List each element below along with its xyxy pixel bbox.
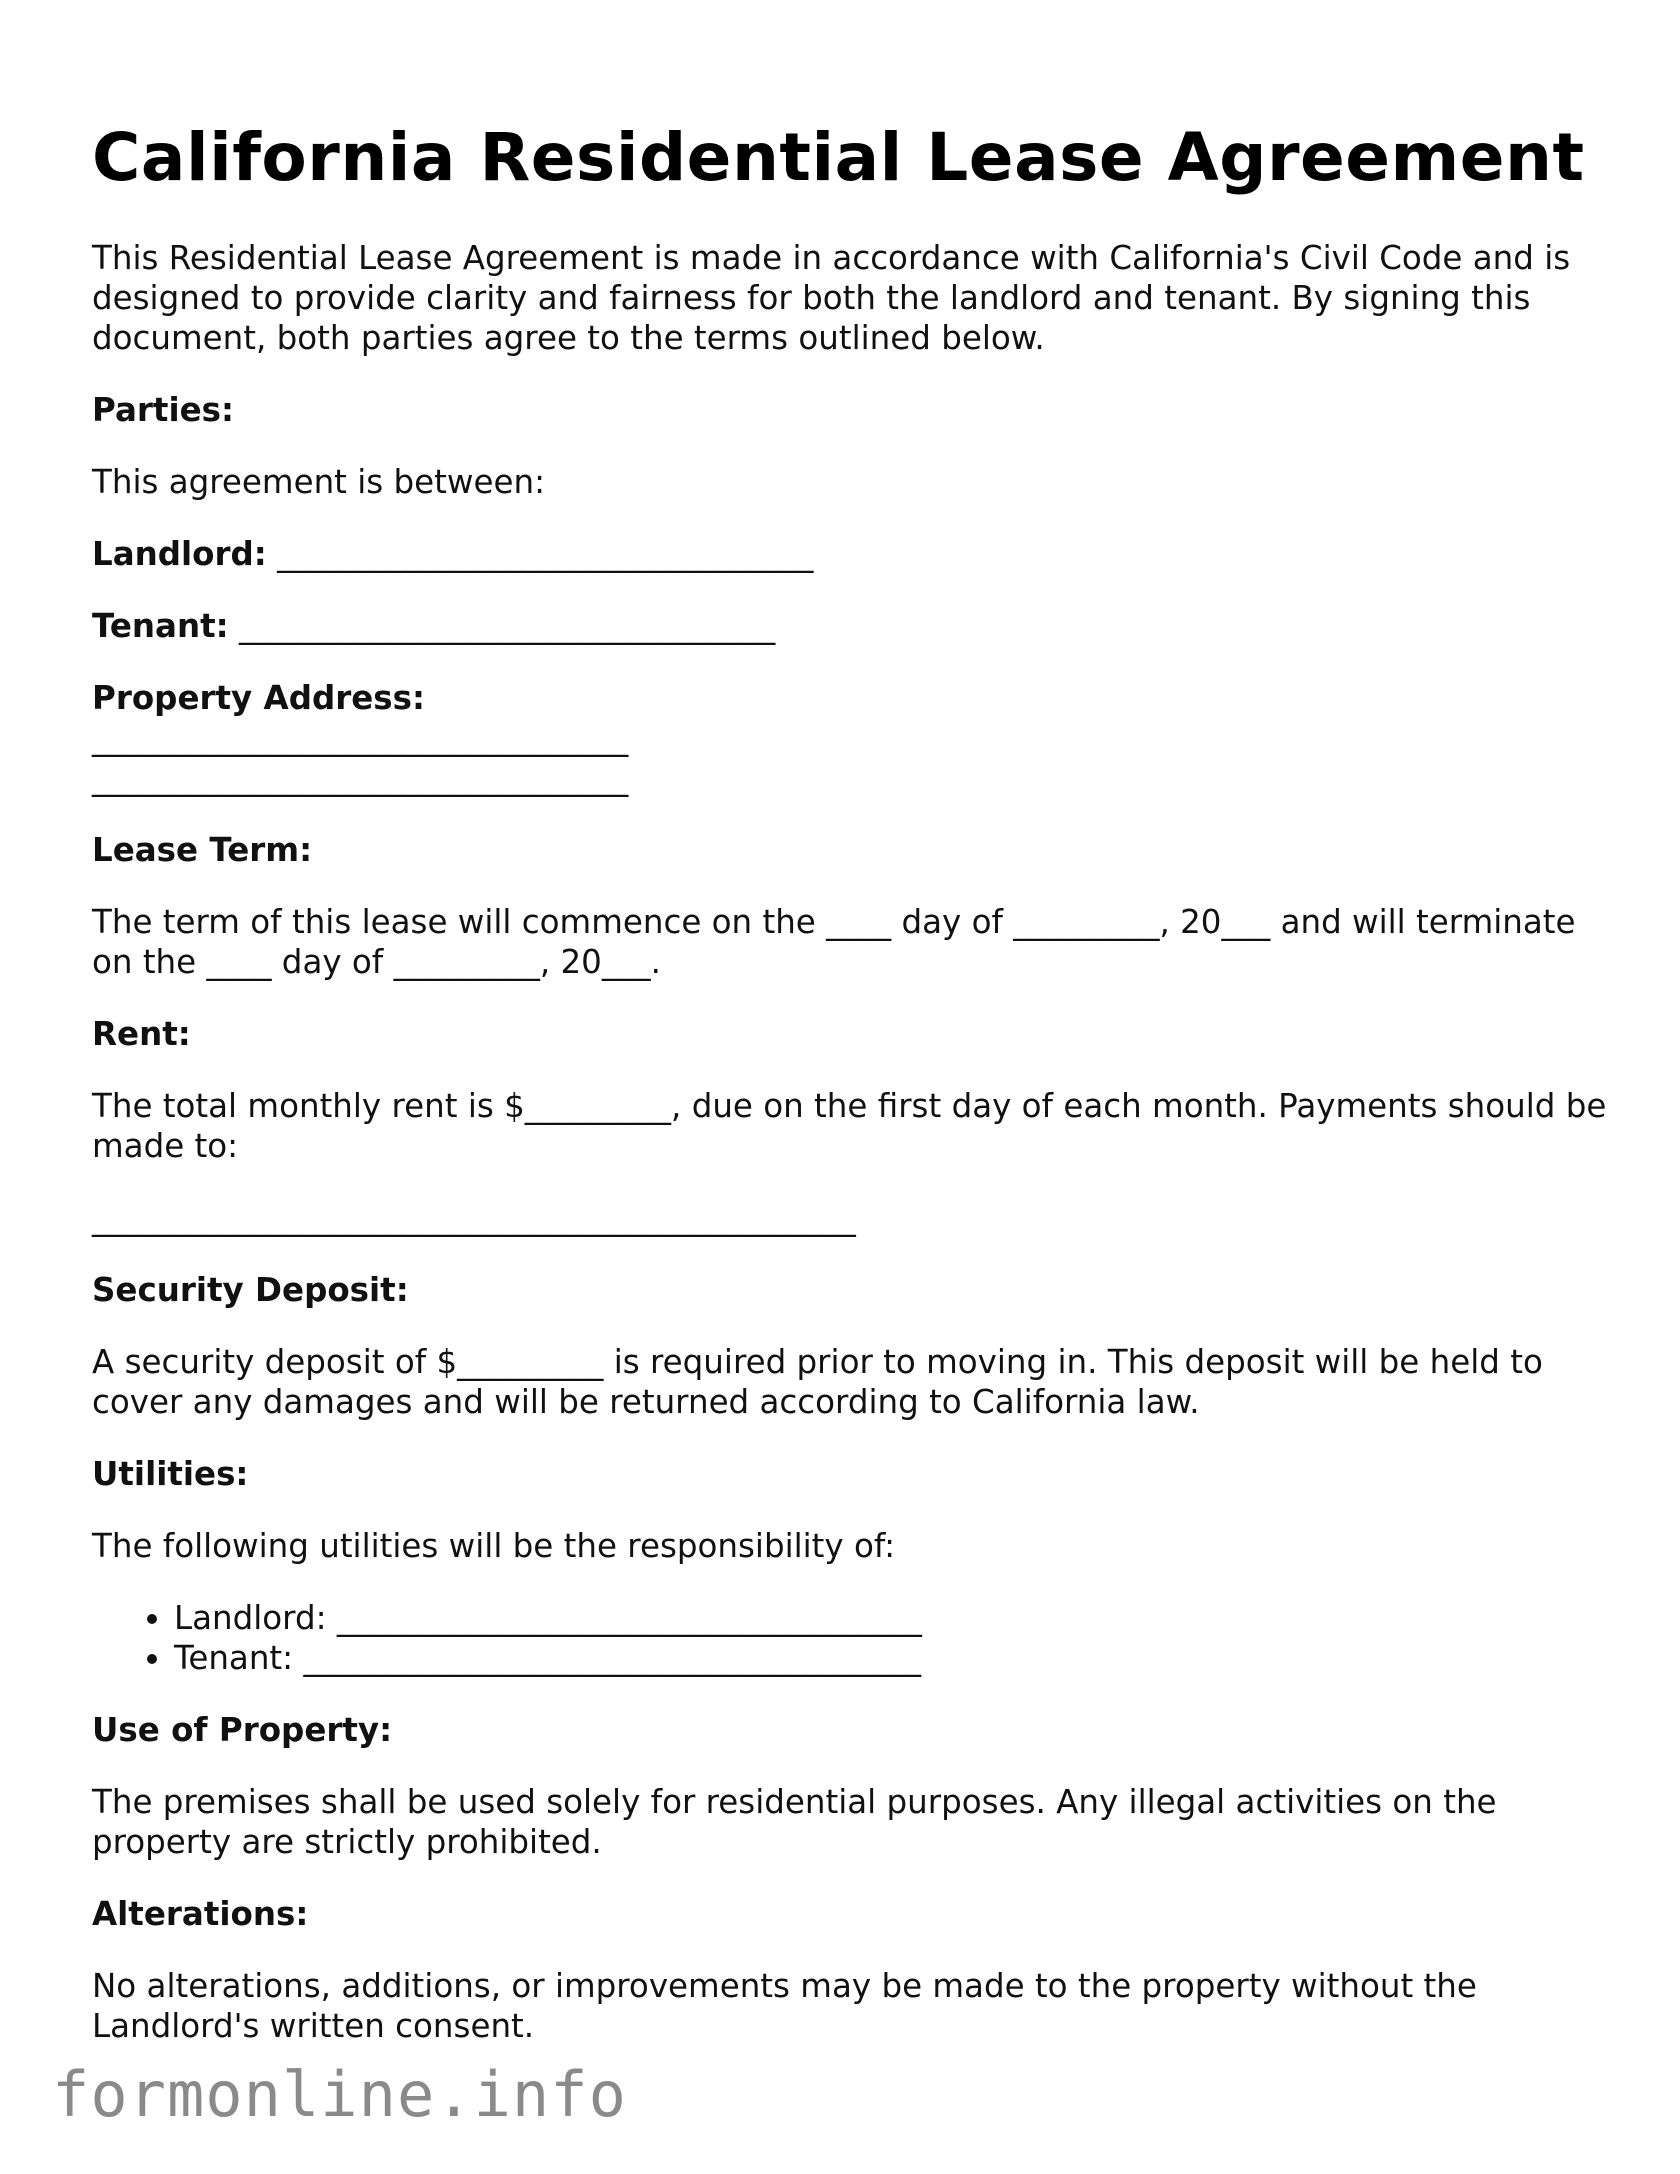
property-address-line-1: _________________________________ — [92, 719, 629, 757]
use-of-property-text: The premises shall be used solely for residential purposes. Any illegal activities on the property are strictly prohibited. — [92, 1783, 1497, 1861]
utilities-tenant-item: • Tenant: ______________________________________ — [174, 1638, 1612, 1678]
alterations-text: No alterations, additions, or improvements may be made to the property without the Landlord's written consent. — [92, 1967, 1477, 2045]
property-address-line-2: _________________________________ — [92, 759, 629, 797]
property-address-label: Property Address: — [92, 679, 425, 717]
watermark: formonline.info — [52, 2058, 627, 2131]
utilities-landlord-item: • Landlord: ____________________________________ — [174, 1598, 1612, 1638]
parties-heading: Parties: — [92, 391, 234, 429]
rent-payee-blank: _______________________________________________ — [92, 1199, 856, 1237]
property-address-field — [92, 678, 1612, 798]
lease-term-text: The term of this lease will commence on the ____ day of _________, 20___ and will terminate on the ____ day of _________, 20___. — [92, 903, 1576, 981]
parties-text: This agreement is between: — [92, 463, 546, 501]
landlord-blank: _________________________________ — [277, 535, 814, 573]
document-title: California Residential Lease Agreement — [92, 119, 1585, 196]
rent-text: The total monthly rent is $_________, due on the first day of each month. Payments should be made to: — [92, 1087, 1607, 1165]
tenant-field — [92, 606, 1612, 646]
tenant-label: Tenant: — [92, 607, 229, 645]
lease-term-heading: Lease Term: — [92, 831, 313, 869]
tenant-blank: _________________________________ — [238, 607, 776, 645]
intro-paragraph: This Residential Lease Agreement is made in accordance with California's Civil Code and is designed to provide clarity and fairness for both the landlord and tenant. By signing this document, both parties agree to the terms outlined below. — [92, 239, 1571, 357]
utilities-text: The following utilities will be the responsibility of: — [92, 1527, 896, 1565]
use-of-property-heading: Use of Property: — [92, 1711, 393, 1749]
document-page — [92, 118, 1612, 2078]
security-deposit-text: A security deposit of $_________ is required prior to moving in. This deposit will be held to cover any damages and will be returned according to California law. — [92, 1343, 1543, 1421]
landlord-field — [92, 534, 1612, 574]
security-deposit-heading: Security Deposit: — [92, 1271, 409, 1309]
utilities-list — [92, 1598, 1612, 1678]
utilities-heading: Utilities: — [92, 1455, 249, 1493]
alterations-heading: Alterations: — [92, 1895, 309, 1933]
landlord-label: Landlord: — [92, 535, 267, 573]
rent-heading: Rent: — [92, 1015, 191, 1053]
